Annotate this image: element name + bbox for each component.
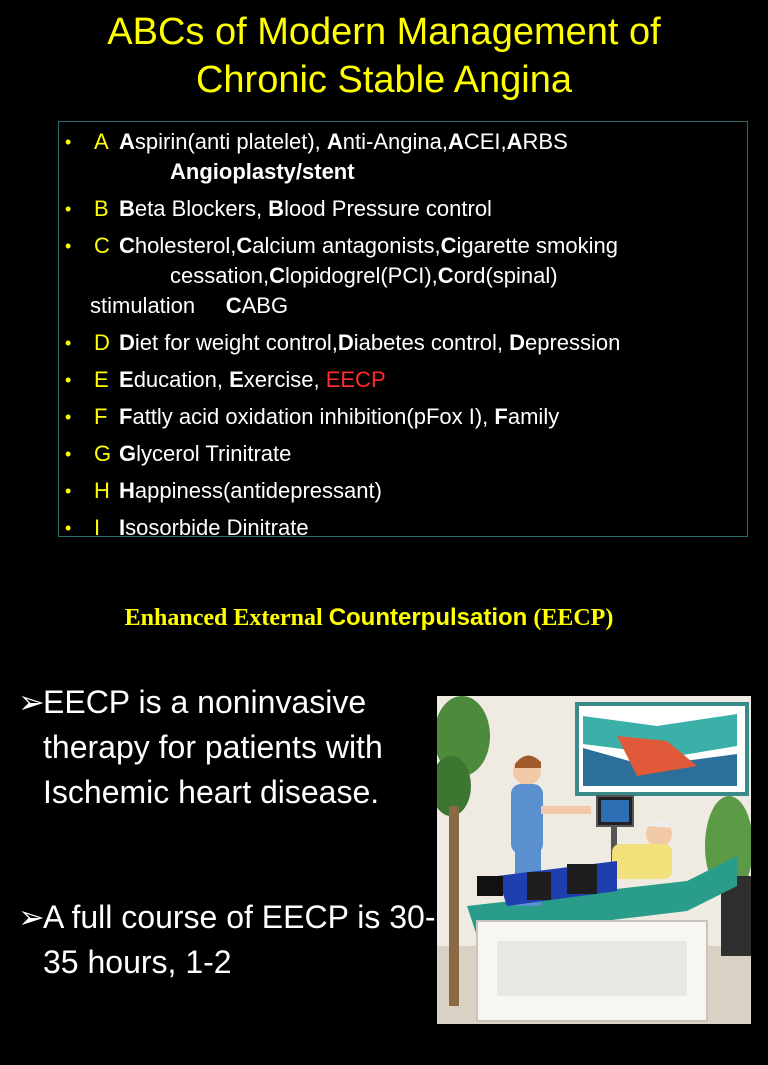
abc-text-part: ducation, — [133, 367, 230, 392]
abc-key-letter: D — [119, 330, 135, 355]
abc-text-part: spirin(anti platelet), — [134, 129, 327, 154]
abc-item-text — [119, 233, 618, 258]
abc-key-letter: C — [236, 233, 253, 258]
eecp-point — [18, 895, 438, 985]
bullet-icon: • — [65, 132, 72, 152]
abc-letter: C — [94, 233, 110, 258]
abc-text-part: alcium antagonists, — [252, 233, 441, 258]
abc-key-letter: C — [269, 263, 285, 288]
abc-text-part: stimulation — [90, 293, 226, 318]
abc-key-letter: D — [509, 330, 525, 355]
abc-key-letter: I — [119, 515, 126, 537]
abc-key-letter: A — [506, 129, 523, 154]
abc-item — [59, 231, 747, 321]
abc-item — [59, 513, 747, 537]
abc-text-part: eta Blockers, — [134, 196, 269, 221]
abc-item-text — [119, 196, 492, 221]
abc-item-continuation — [94, 261, 747, 291]
abc-text-part: nti-Angina, — [342, 129, 448, 154]
abc-key-letter: C — [440, 233, 457, 258]
abc-list-box — [58, 121, 748, 537]
abc-text-part: igarette smoking — [456, 233, 618, 258]
eecp-heading — [0, 600, 738, 636]
abc-item-text — [119, 515, 309, 537]
abc-text-part: lopidogrel(PCI), — [284, 263, 438, 288]
abc-item-text — [119, 367, 386, 392]
abc-text-part: lycerol Trinitrate — [136, 441, 292, 466]
eecp-point-text: A full course of EECP is 30-35 hours, 1-2 — [43, 899, 436, 980]
arrow-bullet-icon: ➢ — [18, 899, 45, 935]
abc-item-text — [119, 404, 559, 429]
eecp-heading-part-c: (EECP) — [527, 605, 614, 631]
title-line-1: ABCs of Modern Management of — [107, 11, 661, 53]
abc-text-part: amily — [507, 404, 560, 429]
abc-item — [59, 127, 747, 187]
abc-item-text — [119, 478, 382, 503]
abc-text-part: epression — [524, 330, 621, 355]
abc-text-part: holesterol, — [134, 233, 237, 258]
abc-key-letter: B — [119, 196, 135, 221]
bullet-icon: • — [65, 518, 72, 537]
abc-letter: D — [94, 330, 110, 355]
eecp-treatment-photo — [437, 696, 751, 1024]
abc-key-letter: E — [229, 367, 244, 392]
eecp-heading-part-a: Enhanced External — [124, 605, 329, 631]
abc-text-part: ABG — [241, 293, 289, 318]
bullet-icon: • — [65, 236, 72, 256]
abc-item-continuation — [90, 291, 747, 321]
abc-key-letter: D — [337, 330, 354, 355]
abc-text-part: RBS — [522, 129, 568, 154]
abc-key-letter: C — [119, 233, 135, 258]
eecp-point-text: EECP is a noninvasive therapy for patients with Ischemic heart disease. — [43, 684, 383, 810]
slide-title — [0, 8, 768, 104]
abc-text-part: cessation, — [170, 263, 270, 288]
bullet-icon: • — [65, 199, 72, 219]
abc-key-letter: F — [494, 404, 508, 429]
eecp-highlight: EECP — [325, 367, 386, 392]
abc-letter: H — [94, 478, 110, 503]
abc-key-letter: A — [447, 129, 464, 154]
abc-text-part: lood Pressure control — [284, 196, 492, 221]
abc-letter: A — [94, 129, 109, 154]
abc-key-letter: G — [119, 441, 137, 466]
abc-key-letter: A — [326, 129, 343, 154]
abc-item — [59, 439, 747, 469]
abc-key-letter: C — [437, 263, 454, 288]
abc-key-letter: E — [119, 367, 134, 392]
abc-text-part: CEI, — [463, 129, 507, 154]
eecp-photo-illustration — [437, 696, 751, 1024]
abc-item — [59, 194, 747, 224]
abc-text-part: ord(spinal) — [453, 263, 558, 288]
abc-list — [59, 127, 747, 537]
abc-item — [59, 402, 747, 432]
abc-key-letter: F — [119, 404, 133, 429]
abc-item-extra: Angioplasty/stent — [170, 159, 355, 184]
bullet-icon: • — [65, 333, 72, 353]
bullet-icon: • — [65, 370, 72, 390]
abc-text-part: iet for weight control, — [134, 330, 338, 355]
abc-text-part: attly acid oxidation inhibition(pFox I), — [132, 404, 495, 429]
abc-text-part: xercise, — [243, 367, 326, 392]
title-line-2: Chronic Stable Angina — [195, 59, 573, 101]
abc-letter: F — [94, 404, 108, 429]
abc-key-letter: A — [119, 129, 135, 154]
abc-letter: I — [94, 515, 101, 537]
abc-key-letter: H — [119, 478, 135, 503]
eecp-points — [18, 680, 438, 1065]
abc-key-letter: B — [268, 196, 285, 221]
abc-text-part: appiness(antidepressant) — [134, 478, 382, 503]
abc-item — [59, 476, 747, 506]
abc-key-letter: C — [225, 293, 242, 318]
eecp-heading-part-b: Counterpulsation — [328, 604, 528, 631]
abc-letter: E — [94, 367, 109, 392]
bullet-icon: • — [65, 407, 72, 427]
abc-text-part: sosorbide Dinitrate — [125, 515, 309, 537]
abc-item — [59, 365, 747, 395]
abc-item — [59, 328, 747, 358]
abc-item-text — [119, 330, 620, 355]
arrow-bullet-icon: ➢ — [18, 684, 45, 720]
abc-letter: G — [94, 441, 112, 466]
eecp-point — [18, 680, 438, 815]
bullet-icon: • — [65, 444, 72, 464]
abc-item-text — [119, 441, 291, 466]
abc-item-text — [119, 129, 568, 154]
abc-letter: B — [94, 196, 109, 221]
abc-text-part: iabetes control, — [353, 330, 510, 355]
bullet-icon: • — [65, 481, 72, 501]
